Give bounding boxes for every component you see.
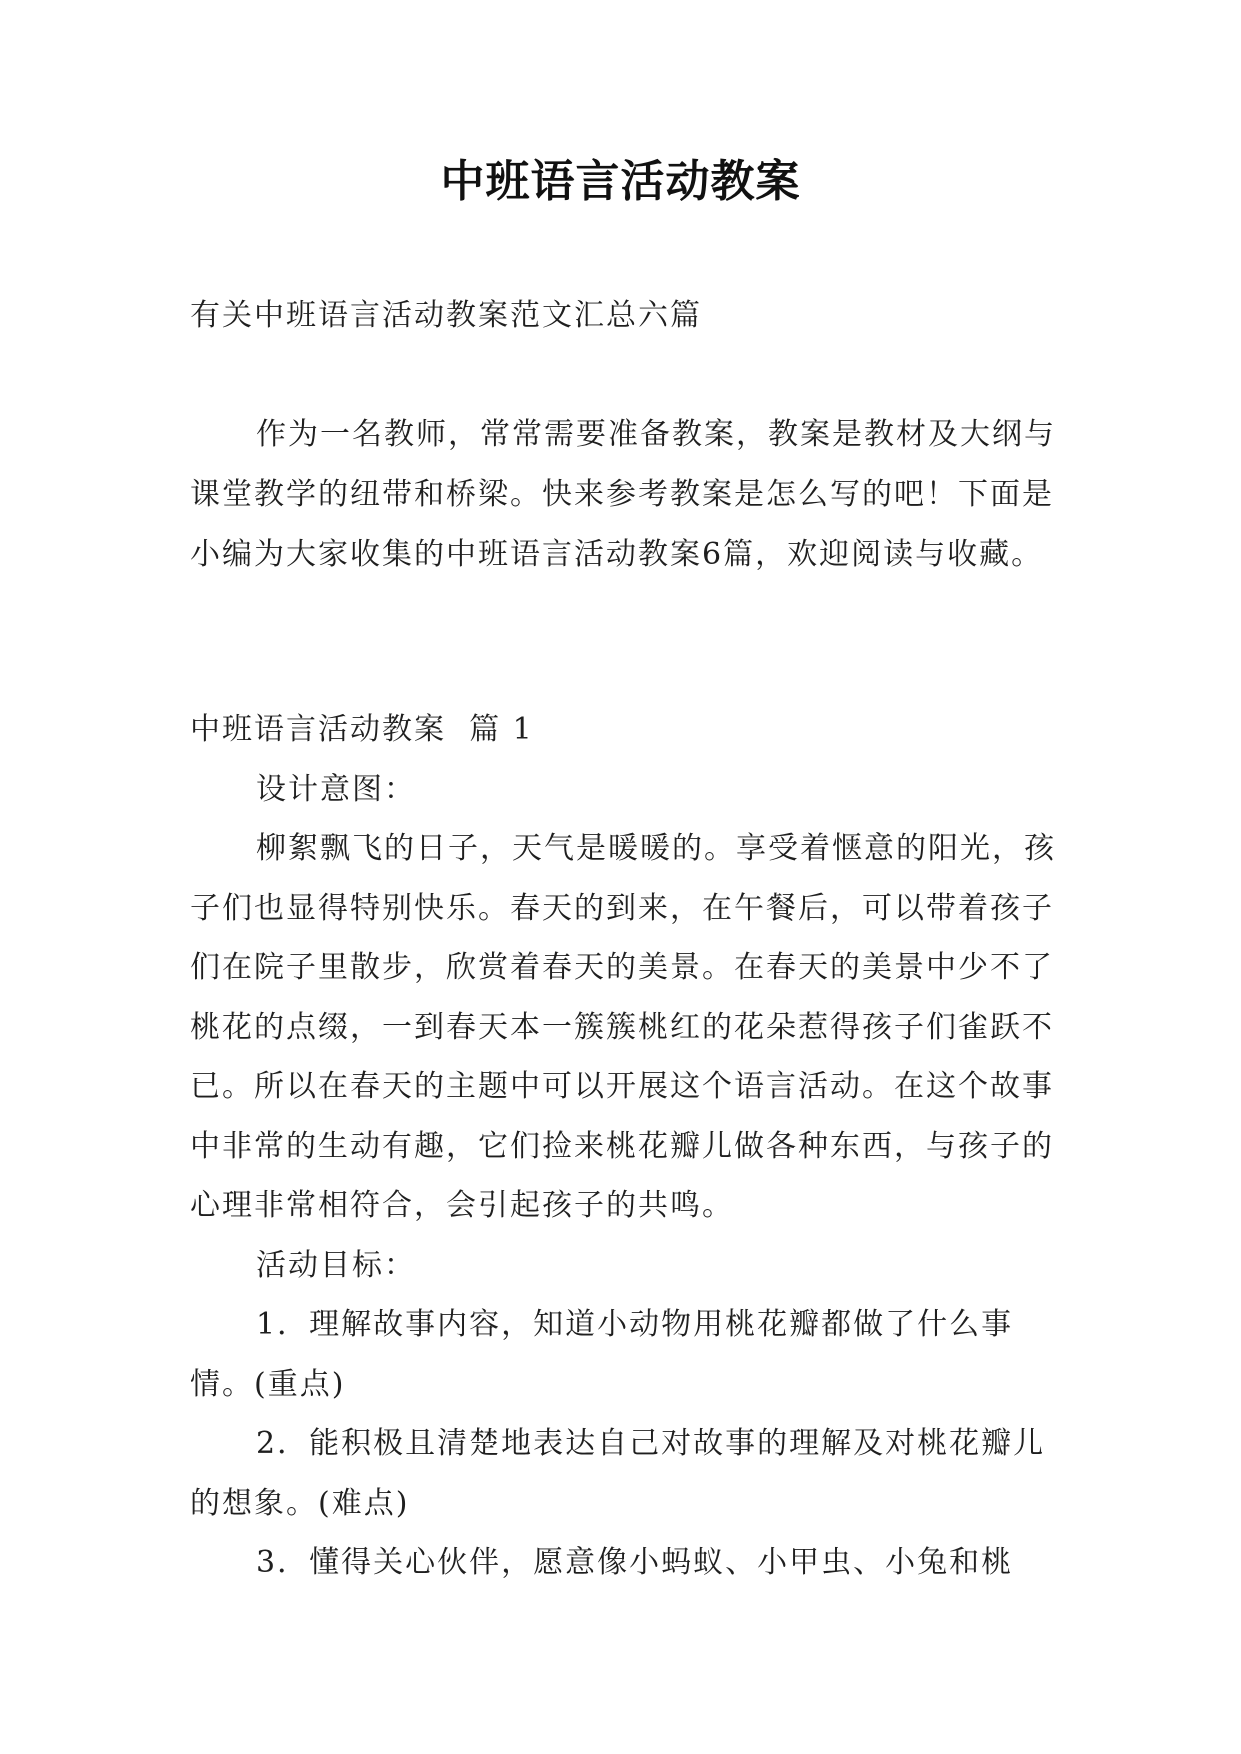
design-paragraph: 柳絮飘飞的日子，天气是暖暖的。享受着惬意的阳光，孩子们也显得特别快乐。春天的到来，在午餐后，可以带着孩子们在院子里散步，欣赏着春天的美景。在春天的美景中少不了桃花的点缀，一到春天本一簇簇桃红的花朵惹得孩子们雀跃不已。所以在春天的主题中可以开展这个语言活动。在这个故事中非常的生动有趣，它们捡来桃花瓣儿做各种东西，与孩子的心理非常相符合，会引起孩子的共鸣。: [190, 831, 1056, 1223]
document-title: 中班语言活动教案: [440, 156, 801, 207]
document-subtitle: 有关中班语言活动教案范文汇总六篇: [190, 298, 702, 333]
design-label: 设计意图：: [256, 771, 416, 807]
section-1: [190, 700, 1060, 1593]
goal-item-3: 3．懂得关心伙伴，愿意像小蚂蚁、小甲虫、小兔和桃: [256, 1545, 1014, 1580]
goal-item-2: 2．能积极且清楚地表达自己对故事的理解及对桃花瓣儿的想象。(难点): [190, 1426, 1046, 1521]
goals-label: 活动目标：: [256, 1247, 416, 1283]
goal-item-1: 1．理解故事内容，知道小动物用桃花瓣都做了什么事情。(重点): [190, 1307, 1014, 1402]
intro-paragraph: 作为一名教师，常常需要准备教案，教案是教材及大纲与课堂教学的纽带和桥梁。快来参考教案是怎么写的吧！下面是小编为大家收集的中班语言活动教案6篇，欢迎阅读与收藏。: [190, 417, 1056, 572]
section-heading: 中班语言活动教案 篇 1: [190, 712, 534, 747]
